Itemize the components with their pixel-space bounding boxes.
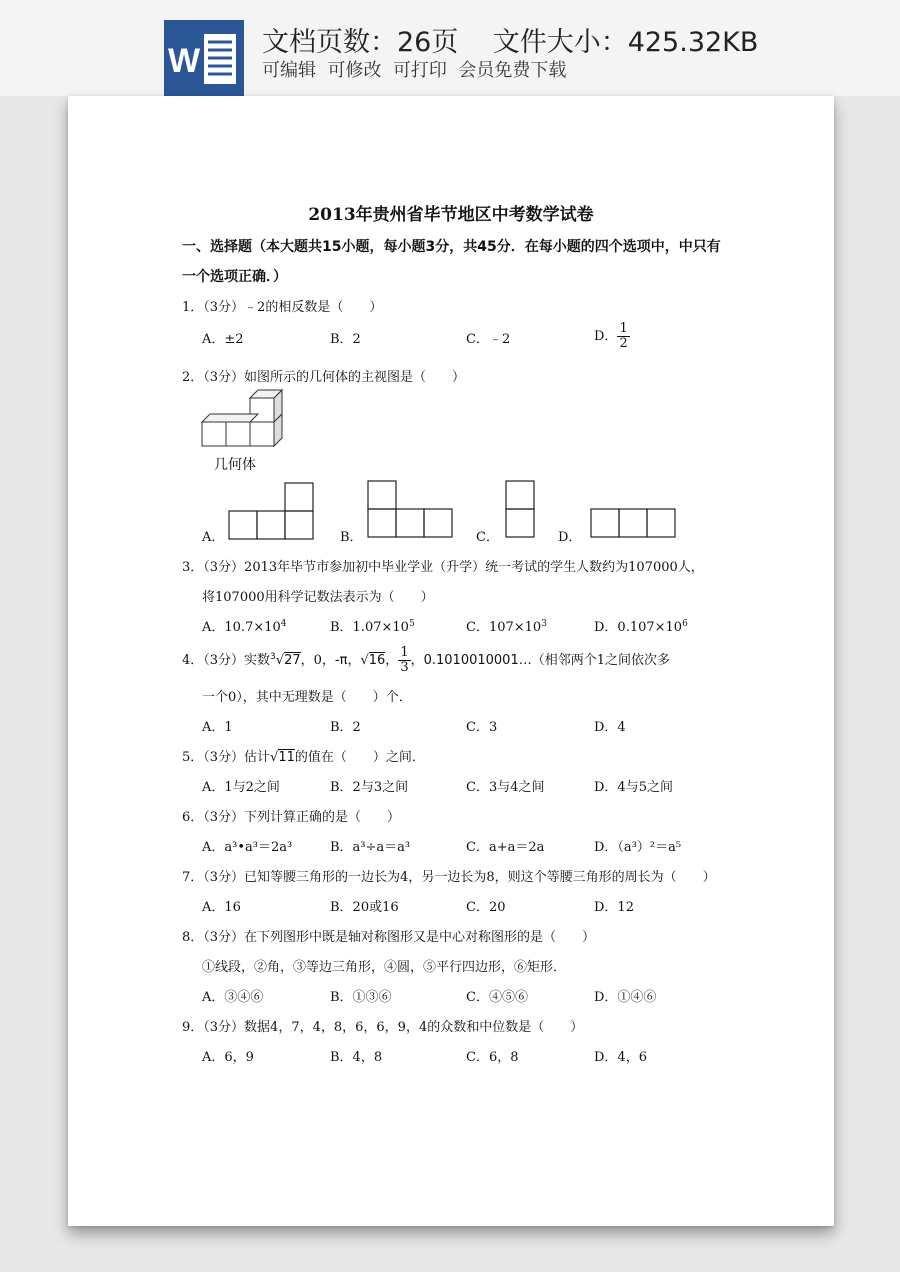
q8-option-d: D．①④⑥ xyxy=(594,990,657,1005)
q5-option-d: D．4与5之间 xyxy=(594,780,673,795)
q3-option-b: B．$1.07\times 10^5$ xyxy=(330,619,415,635)
question-2-stem: 2．（3分）如图所示的几何体的主视图是（ ） xyxy=(182,370,466,385)
q2-option-c-diagram xyxy=(505,480,537,538)
q4-option-d: D．4 xyxy=(594,720,626,735)
question-9-stem: 9．（3分）数据4，7，4，8，6，6，9，4的众数和中位数是（ ） xyxy=(182,1020,584,1035)
q8-option-a: A．③④⑥ xyxy=(202,990,264,1005)
question-4-stem-line2: 一个0），其中无理数是（ ）个． xyxy=(202,690,412,705)
section-heading-line1: 一、选择题（本大题共15小题，每小题3分，共45分．在每小题的四个选项中，中只有 xyxy=(182,239,721,255)
question-6-stem: 6．（3分）下列计算正确的是（ ） xyxy=(182,810,401,825)
q3-option-a: A．$10.7\times 10^4$ xyxy=(202,619,287,635)
q4-option-a: A．1 xyxy=(202,720,233,735)
question-4-stem-line1: 4．（3分）实数$^3$√27，0，-π，√16， $\frac{1}{3}$ ，0.1010010001…（相邻两个1之间依次多 xyxy=(182,645,671,675)
fraction: $\frac{1}{2}$ xyxy=(619,321,628,351)
sqrt-11: √11 xyxy=(270,750,295,765)
q7-option-d: D．12 xyxy=(594,900,634,915)
fraction: $\frac{1}{3}$ xyxy=(400,645,409,675)
question-8-shapes-list: ①线段，②角，③等边三角形，④圆，⑤平行四边形，⑥矩形． xyxy=(202,960,567,975)
q7-option-b: B．20或16 xyxy=(330,900,399,915)
solid-figure-diagram xyxy=(198,388,288,448)
q3-option-c: C．$107\times 10^3$ xyxy=(466,619,547,635)
word-icon-letter: W xyxy=(167,42,201,80)
file-size: 文件大小：425.32KB xyxy=(492,27,759,58)
q7-option-c: C．20 xyxy=(466,900,506,915)
q2-option-a: A． xyxy=(202,530,225,545)
q9-option-c: C．6，8 xyxy=(466,1050,519,1065)
figure-caption: 几何体 xyxy=(214,457,256,473)
q2-option-c: C． xyxy=(476,530,499,545)
q2-option-a-diagram xyxy=(228,482,318,540)
q9-option-d: D．4，6 xyxy=(594,1050,647,1065)
q2-option-d: D． xyxy=(558,530,582,545)
question-7-stem: 7．（3分）已知等腰三角形的一边长为4，另一边长为8，则这个等腰三角形的周长为（ ） xyxy=(182,870,716,885)
q2-option-d-diagram xyxy=(590,508,680,540)
q8-option-c: C．④⑤⑥ xyxy=(466,990,528,1005)
q1-option-d: D． $\frac{1}{2}$ xyxy=(594,321,628,351)
question-3-stem-line1: 3．（3分）2013年毕节市参加初中毕业学业（升学）统一考试的学生人数约为107000人， xyxy=(182,560,704,575)
q7-option-a: A．16 xyxy=(202,900,241,915)
question-1-stem: 1．（3分）﹣2的相反数是（ ） xyxy=(182,300,383,315)
q3-option-d: D．$0.107\times 10^6$ xyxy=(594,619,688,635)
section-heading-line2: 一个选项正确．） xyxy=(182,269,287,285)
cube-root-27: $^3$√27 xyxy=(270,652,301,668)
q4-option-b: B．2 xyxy=(330,720,361,735)
q6-option-d: D．（a³）²＝a⁵ xyxy=(594,840,682,855)
sqrt-16: √16 xyxy=(360,653,386,668)
q6-option-c: C．a+a＝2a xyxy=(466,840,545,855)
q8-option-b: B．①③⑥ xyxy=(330,990,392,1005)
q5-option-b: B．2与3之间 xyxy=(330,780,409,795)
q4-option-c: C．3 xyxy=(466,720,498,735)
page-count: 文档页数：26页 xyxy=(262,27,459,58)
q1-option-b: B．2 xyxy=(330,332,361,347)
q5-option-a: A．1与2之间 xyxy=(202,780,280,795)
document-page xyxy=(68,96,834,1226)
q5-option-c: C．3与4之间 xyxy=(466,780,545,795)
file-meta-line xyxy=(262,20,758,59)
download-info-header xyxy=(0,0,900,96)
file-features: 可编辑 可修改 可打印 会员免费下载 xyxy=(262,60,567,81)
question-8-stem: 8．（3分）在下列图形中既是轴对称图形又是中心对称图形的是（ ） xyxy=(182,930,596,945)
q6-option-a: A．a³•a³＝2a³ xyxy=(202,840,293,855)
question-3-stem-line2: 将107000用科学记数法表示为（ ） xyxy=(202,590,434,605)
q2-option-b: B． xyxy=(340,530,363,545)
q1-option-a: A．±2 xyxy=(202,332,244,347)
question-5-stem: 5．（3分）估计√11的值在（ ）之间． xyxy=(182,750,425,765)
word-document-icon xyxy=(164,20,244,96)
q9-option-b: B．4，8 xyxy=(330,1050,383,1065)
document-title: 2013年贵州省毕节地区中考数学试卷 xyxy=(308,205,594,225)
q1-option-c: C．﹣2 xyxy=(466,332,511,347)
q9-option-a: A．6，9 xyxy=(202,1050,254,1065)
q2-option-b-diagram xyxy=(367,480,457,538)
q6-option-b: B．a³÷a＝a³ xyxy=(330,840,411,855)
